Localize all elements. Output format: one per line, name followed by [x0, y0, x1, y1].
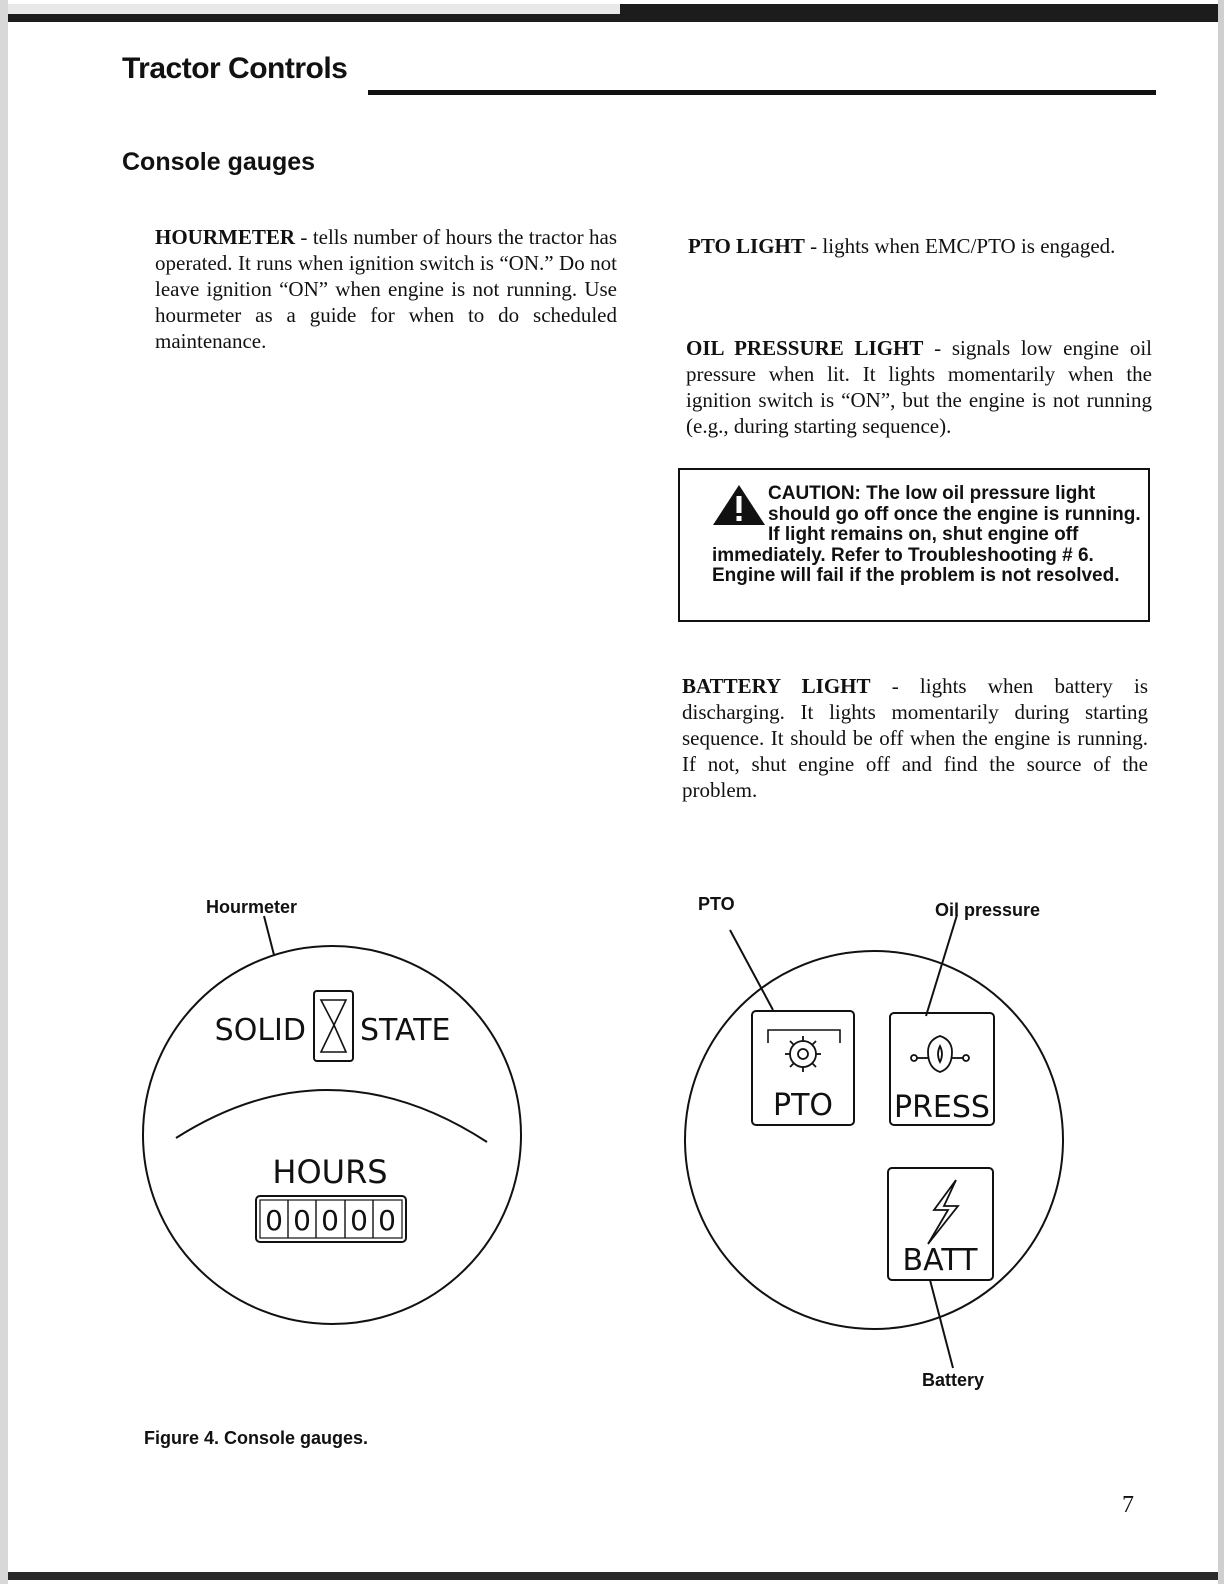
hours-digit-4: 0	[350, 1204, 368, 1237]
lightning-icon	[928, 1180, 958, 1244]
hours-unit-label: HOURS	[272, 1153, 388, 1191]
hourmeter-text: - tells number of hours the tractor has operated. It runs when ignition switch is “ON.” Do not leave ignition “ON” when engine is not running. Use hourmeter as a guide for when to do scheduled maintenance.	[155, 225, 617, 353]
battery-callout-label: Battery	[922, 1370, 985, 1390]
hourmeter-brand-left: SOLID	[214, 1013, 306, 1048]
oil-can-icon	[911, 1036, 969, 1072]
batt-indicator-label: BATT	[902, 1243, 978, 1278]
section-title: Console gauges	[122, 148, 316, 176]
pto-gear-icon	[785, 1036, 821, 1072]
hours-digit-2: 0	[293, 1204, 311, 1237]
pto-light-term: PTO LIGHT	[688, 234, 805, 258]
hourmeter-arc	[176, 1090, 487, 1142]
indicator-panel	[685, 915, 1063, 1368]
oil-pressure-text: - signals low engine oil pressure when lit. It lights momentarily when the ignition switch is “ON”, but the engine is not running (e.g., during starting sequence).	[686, 336, 1152, 438]
hourmeter-leader-line	[264, 916, 274, 955]
pto-leader-line	[730, 930, 773, 1010]
hours-digit-1: 0	[265, 1204, 283, 1237]
hourmeter-term: HOURMETER	[155, 225, 296, 249]
battery-leader-line	[930, 1280, 953, 1368]
hourmeter-callout-label: Hourmeter	[206, 897, 298, 917]
page-number: 7	[1122, 1492, 1134, 1518]
pto-light-text: - lights when EMC/PTO is engaged.	[804, 234, 1116, 258]
figure-caption: Figure 4. Console gauges.	[144, 1428, 369, 1448]
pto-callout-label: PTO	[698, 894, 735, 914]
battery-light-text: - lights when battery is discharging. It lights momentarily during starting sequence. It should be off when the engine is running. If not, shut engine off and find the source of the problem.	[682, 674, 1148, 802]
hours-digit-5: 0	[378, 1204, 396, 1237]
hourmeter-gauge	[143, 916, 521, 1324]
hourmeter-brand-right: STATE	[360, 1013, 451, 1048]
oil-pressure-callout-label: Oil pressure	[935, 900, 1041, 920]
press-indicator-label: PRESS	[894, 1090, 990, 1125]
oil-pressure-leader-line	[926, 915, 957, 1016]
hours-digit-3: 0	[321, 1204, 339, 1237]
caution-text: CAUTION: The low oil pressure light should go off once the engine is running. If light remains on, shut engine off immediately. Refer to Troubleshooting # 6. Engine will fail if the problem is not resolved.	[712, 483, 1141, 586]
oil-pressure-term: OIL PRESSURE LIGHT	[686, 336, 924, 360]
page-title: Tractor Controls	[122, 52, 348, 85]
battery-light-term: BATTERY LIGHT	[682, 674, 871, 698]
pto-indicator-label: PTO	[772, 1088, 834, 1123]
hourglass-icon	[321, 1000, 346, 1052]
